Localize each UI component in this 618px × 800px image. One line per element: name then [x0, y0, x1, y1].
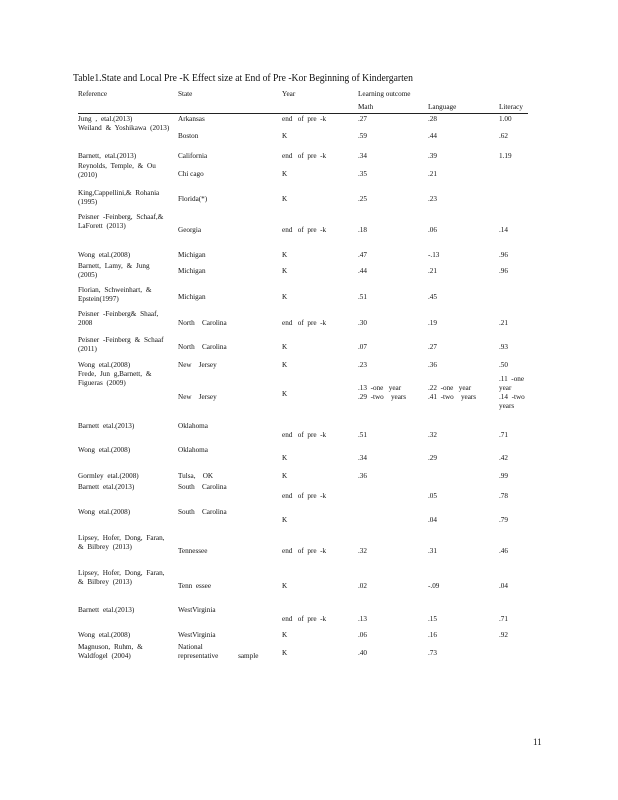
year-cell: K — [282, 195, 288, 203]
state-cell: Boston — [178, 132, 199, 140]
year-cell: K — [282, 293, 288, 301]
year-cell: end of pre -k — [282, 319, 327, 327]
language-cell: .27 — [428, 343, 437, 351]
reference-cell: Wong etal.(2008) — [78, 508, 131, 516]
reference-cell: Weiland & Yoshikawa (2013) — [78, 124, 170, 132]
state-cell: Oklahoma — [178, 422, 208, 430]
year-cell: end of pre -k — [282, 547, 327, 555]
language-cell: .04 — [428, 516, 437, 524]
state-cell: WestVirginia — [178, 606, 216, 614]
header-math: Math — [358, 103, 374, 111]
language-cell: -.13 — [428, 251, 440, 259]
state-cell: Michigan — [178, 293, 206, 301]
state-cell: Georgia — [178, 226, 202, 234]
year-cell: K — [282, 361, 288, 369]
language-cell: .44 — [428, 132, 437, 140]
math-cell: .34 — [358, 454, 367, 462]
reference-cell: Florian, Schweinhart, & Epstein(1997) — [78, 286, 152, 303]
state-cell: WestVirginia — [178, 631, 216, 639]
year-cell: K — [282, 516, 288, 524]
math-cell: .18 — [358, 226, 367, 234]
header-state: State — [178, 90, 193, 98]
state-cell: New Jersey — [178, 393, 217, 401]
language-cell: .39 — [428, 152, 437, 160]
literacy-cell: .46 — [499, 547, 508, 555]
literacy-cell: .21 — [499, 319, 508, 327]
state-cell: National representative sample — [178, 643, 259, 660]
literacy-cell: .96 — [499, 251, 508, 259]
header-rule — [78, 113, 528, 114]
table-title: Table1.State and Local Pre -K Effect size at End of Pre -Kor Beginning of Kindergarten — [73, 73, 413, 84]
header-literacy: Literacy — [499, 103, 523, 111]
year-cell: K — [282, 472, 288, 480]
state-cell: Tenn essee — [178, 582, 212, 590]
language-cell: .32 — [428, 431, 437, 439]
year-cell: end of pre -k — [282, 226, 327, 234]
math-cell: .47 — [358, 251, 367, 259]
state-cell: Florida(*) — [178, 195, 208, 203]
language-cell: .29 — [428, 454, 437, 462]
state-cell: North Carolina — [178, 319, 227, 327]
reference-cell: Wong etal.(2008) — [78, 251, 131, 259]
literacy-cell: .71 — [499, 431, 508, 439]
language-cell: .31 — [428, 547, 437, 555]
math-cell: .06 — [358, 631, 367, 639]
literacy-cell: .79 — [499, 516, 508, 524]
page-number: 11 — [533, 737, 542, 747]
reference-cell: Peisner -Feinberg, Schaaf,& LaForett (2013) — [78, 213, 164, 230]
language-cell: .73 — [428, 649, 437, 657]
state-cell: Michigan — [178, 267, 206, 275]
language-cell: .28 — [428, 115, 437, 123]
header-reference: Reference — [78, 90, 108, 98]
year-cell: K — [282, 132, 288, 140]
reference-cell: Gormley etal.(2008) — [78, 472, 139, 480]
year-cell: K — [282, 251, 288, 259]
year-cell: end of pre -k — [282, 115, 327, 123]
math-cell: .40 — [358, 649, 367, 657]
year-cell: K — [282, 631, 288, 639]
year-cell: end of pre -k — [282, 152, 327, 160]
literacy-cell: .04 — [499, 582, 508, 590]
language-cell: .36 — [428, 361, 437, 369]
header-learning-outcome: Learning outcome — [358, 90, 411, 98]
reference-cell: Peisner -Feinberg & Schaaf (2011) — [78, 336, 164, 353]
math-cell: .25 — [358, 195, 367, 203]
literacy-cell: .50 — [499, 361, 508, 369]
language-cell: .15 — [428, 615, 437, 623]
year-cell: K — [282, 343, 288, 351]
reference-cell: King,Cappellini,& Rohania (1995) — [78, 189, 160, 206]
language-cell: .05 — [428, 492, 437, 500]
year-cell: K — [282, 582, 288, 590]
language-cell: .22 -one year .41 -two years — [428, 384, 477, 401]
reference-cell: Lipsey, Hofer, Dong, Faran, & Bilbrey (2013) — [78, 534, 165, 551]
state-cell: Tennessee — [178, 547, 208, 555]
reference-cell: Lipsey, Hofer, Dong, Faran, & Bilbrey (2013) — [78, 569, 165, 586]
math-cell: .59 — [358, 132, 367, 140]
math-cell: .27 — [358, 115, 367, 123]
state-cell: South Carolina — [178, 508, 227, 516]
math-cell: .13 — [358, 615, 367, 623]
literacy-cell: .71 — [499, 615, 508, 623]
year-cell: K — [282, 454, 288, 462]
math-cell: .30 — [358, 319, 367, 327]
reference-cell: Magnuson, Ruhm, & Waldfogel (2004) — [78, 643, 143, 660]
math-cell: .36 — [358, 472, 367, 480]
reference-cell: Wong etal.(2008) — [78, 361, 131, 369]
state-cell: South Carolina — [178, 483, 227, 491]
year-cell: K — [282, 649, 288, 657]
year-cell: end of pre -k — [282, 615, 327, 623]
language-cell: .45 — [428, 293, 437, 301]
reference-cell: Wong etal.(2008) — [78, 446, 131, 454]
reference-cell: Reynolds, Temple, & Ou (2010) — [78, 162, 156, 179]
header-language: Language — [428, 103, 457, 111]
language-cell: .06 — [428, 226, 437, 234]
language-cell: .21 — [428, 170, 437, 178]
reference-cell: Peisner -Feinberg& Shaaf, 2008 — [78, 310, 159, 327]
literacy-cell: .96 — [499, 267, 508, 275]
language-cell: .19 — [428, 319, 437, 327]
reference-cell: Wong etal.(2008) — [78, 631, 131, 639]
year-cell: end of pre -k — [282, 492, 327, 500]
literacy-cell: .78 — [499, 492, 508, 500]
math-cell: .07 — [358, 343, 367, 351]
literacy-cell: .11 -one year .14 -two years — [499, 375, 525, 410]
state-cell: California — [178, 152, 208, 160]
literacy-cell: .93 — [499, 343, 508, 351]
math-cell: .32 — [358, 547, 367, 555]
reference-cell: Barnett, Lamy, & Jung (2005) — [78, 262, 150, 279]
year-cell: end of pre -k — [282, 431, 327, 439]
literacy-cell: 1.19 — [499, 152, 512, 160]
literacy-cell: .99 — [499, 472, 508, 480]
header-year: Year — [282, 90, 296, 98]
language-cell: .23 — [428, 195, 437, 203]
reference-cell: Frede, Jun g,Barnett, & Figueras (2009) — [78, 370, 152, 387]
language-cell: .21 — [428, 267, 437, 275]
state-cell: Arkansas — [178, 115, 205, 123]
language-cell: -.09 — [428, 582, 440, 590]
math-cell: .23 — [358, 361, 367, 369]
math-cell: .51 — [358, 293, 367, 301]
reference-cell: Jung , etal.(2013) — [78, 115, 133, 123]
literacy-cell: 1.00 — [499, 115, 512, 123]
year-cell: K — [282, 267, 288, 275]
state-cell: Chi cago — [178, 170, 204, 178]
language-cell: .16 — [428, 631, 437, 639]
literacy-cell: .62 — [499, 132, 508, 140]
literacy-cell: .14 — [499, 226, 508, 234]
state-cell: Michigan — [178, 251, 206, 259]
math-cell: .02 — [358, 582, 367, 590]
reference-cell: Barnett etal.(2013) — [78, 606, 135, 614]
year-cell: K — [282, 390, 288, 398]
math-cell: .13 -one year .29 -two years — [358, 384, 407, 401]
literacy-cell: .42 — [499, 454, 508, 462]
reference-cell: Barnett etal.(2013) — [78, 422, 135, 430]
state-cell: Tulsa, OK — [178, 472, 214, 480]
literacy-cell: .92 — [499, 631, 508, 639]
state-cell: North Carolina — [178, 343, 227, 351]
reference-cell: Barnett, etal.(2013) — [78, 152, 137, 160]
math-cell: .44 — [358, 267, 367, 275]
math-cell: .51 — [358, 431, 367, 439]
year-cell: K — [282, 170, 288, 178]
state-cell: New Jersey — [178, 361, 217, 369]
state-cell: Oklahoma — [178, 446, 208, 454]
math-cell: .35 — [358, 170, 367, 178]
math-cell: .34 — [358, 152, 367, 160]
reference-cell: Barnett etal.(2013) — [78, 483, 135, 491]
